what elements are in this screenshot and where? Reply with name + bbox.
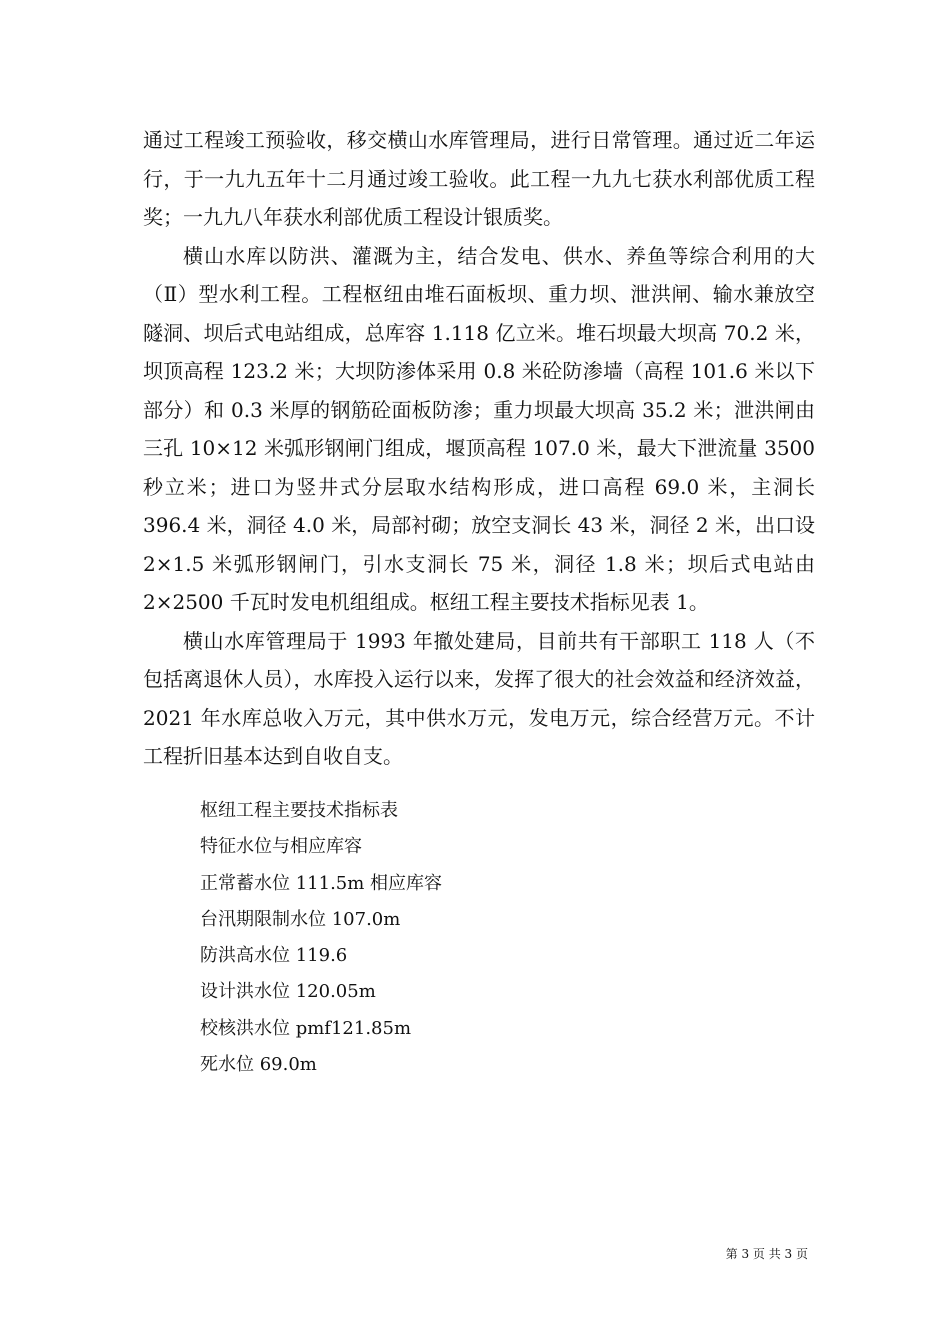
paragraph-management-bureau: 横山水库管理局于 1993 年撤处建局，目前共有干部职工 118 人（不包括离退休人员），水库投入运行以来，发挥了很大的社会效益和经济效益，2021 年水库总收入万元，其中供水万元，发电万元，综合经营万元。不计工程折旧基本达到自收自支。 (143, 628, 815, 768)
spec-line-flood-limit-level: 台汛期限制水位 107.0m (200, 908, 401, 930)
spec-table-title: 枢纽工程主要技术指标表 (200, 800, 398, 821)
paragraph-completion: 通过工程竣工预验收，移交横山水库管理局，进行日常管理。通过近二年运行，于一九九五年十二月通过竣工验收。此工程一九九七获水利部优质工程奖；一九九八年获水利部优质工程设计银质奖。 (143, 128, 815, 229)
paragraph-engineering-overview: 横山水库以防洪、灌溉为主，结合发电、供水、养鱼等综合利用的大（Ⅱ）型水利工程。工程枢纽由堆石面板坝、重力坝、泄洪闸、输水兼放空隧洞、坝后式电站组成，总库容 1.118 亿立米。堆石坝最大坝高 70.2 米，坝顶高程 123.2 米；大坝防渗体采用 0.8 米砼防渗墙（高程 101.6 米以下部分）和 0.3 米厚的钢筋砼面板防渗；重力坝最大坝高 35.2 米；泄洪闸由三孔 10×12 米弧形钢闸门组成，堰顶高程 107.0 米，最大下泄流量 3500 秒立米；进口为竖井式分层取水结构形成，进口高程 69.0 米，主洞长 396.4 米，洞径 4.0 米，局部衬砌；放空支洞长 43 米，洞径 2 米，出口设 2×1.5 米弧形钢闸门，引水支洞长 75 米，洞径 1.8 米；坝后式电站由 2×2500 千瓦时发电机组组成。枢纽工程主要技术指标见表 1。 (143, 243, 815, 614)
spec-line-design-flood-level: 设计洪水位 120.05m (200, 981, 376, 1003)
spec-section-heading: 特征水位与相应库容 (200, 836, 362, 858)
spec-line-flood-high-level: 防洪高水位 119.6 (200, 945, 348, 967)
spec-list (200, 793, 760, 1083)
page-number-footer: 第 3 页 共 3 页 (725, 1247, 808, 1261)
spec-line-check-flood-level: 校核洪水位 pmf121.85m (200, 1017, 412, 1039)
spec-line-dead-level: 死水位 69.0m (200, 1054, 317, 1076)
spec-line-normal-level: 正常蓄水位 111.5m 相应库容 (200, 872, 443, 894)
body-text (143, 121, 815, 776)
